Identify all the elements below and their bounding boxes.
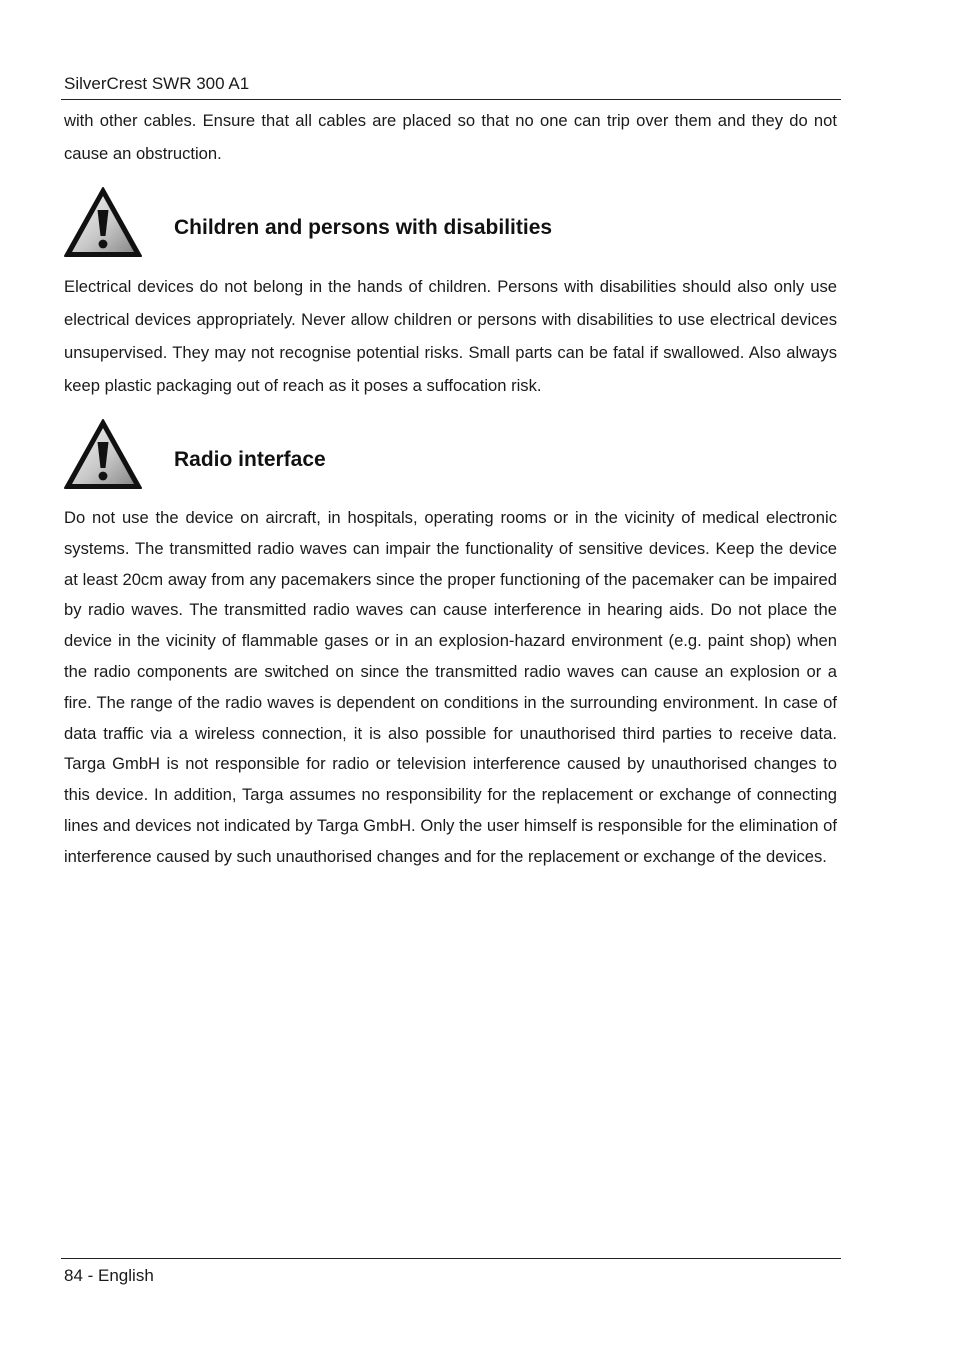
section-body-radio: Do not use the device on aircraft, in hospitals, operating rooms or in the vicinity of medical electronic systems. The transmitted radio waves can impair the functionality of sensitive devices. Keep the device at least 20cm away from any pacemakers since the proper functioning of the pacemaker can be impaired by radio waves. The transmitted radio waves can cause interference in hearing aids. Do not place the device in the vicinity of flammable gases or in an explosion-hazard environment (e.g. paint shop) when the radio components are switched on since the transmitted radio waves can cause an explosion or a fire. The range of the radio waves is dependent on conditions in the surrounding environment. In case of data traffic via a wireless connection, it is also possible for unauthorised third parties to receive data. Targa GmbH is not responsible for radio or television interference caused by unauthorised changes to this device. In addition, Targa assumes no responsibility for the replacement or exchange of connecting lines and devices not indicated by Targa GmbH. Only the user himself is responsible for the elimination of interference caused by such unauthorised changes and for the replacement or exchange of the devices.	[64, 508, 837, 866]
warning-triangle-icon	[63, 418, 143, 490]
footer-divider	[61, 1258, 841, 1259]
running-header: SilverCrest SWR 300 A1	[64, 74, 250, 93]
warning-triangle-icon	[63, 186, 143, 258]
section-body-children: Electrical devices do not belong in the hands of children. Persons with disabilities should also only use electrical devices appropriately. Never allow children or persons with disabilities to use electrical devices unsupervised. They may not recognise potential risks. Small parts can be fatal if swallowed. Also always keep plastic packaging out of reach as it poses a suffocation risk.	[64, 277, 837, 395]
intro-paragraph: with other cables. Ensure that all cables are placed so that no one can trip over them and they do not cause an obstruction.	[64, 111, 837, 163]
page-number: 84 - English	[64, 1266, 154, 1285]
section-heading-radio: Radio interface	[174, 448, 326, 471]
section-heading-children: Children and persons with disabilities	[174, 216, 553, 239]
header-divider	[61, 99, 841, 100]
